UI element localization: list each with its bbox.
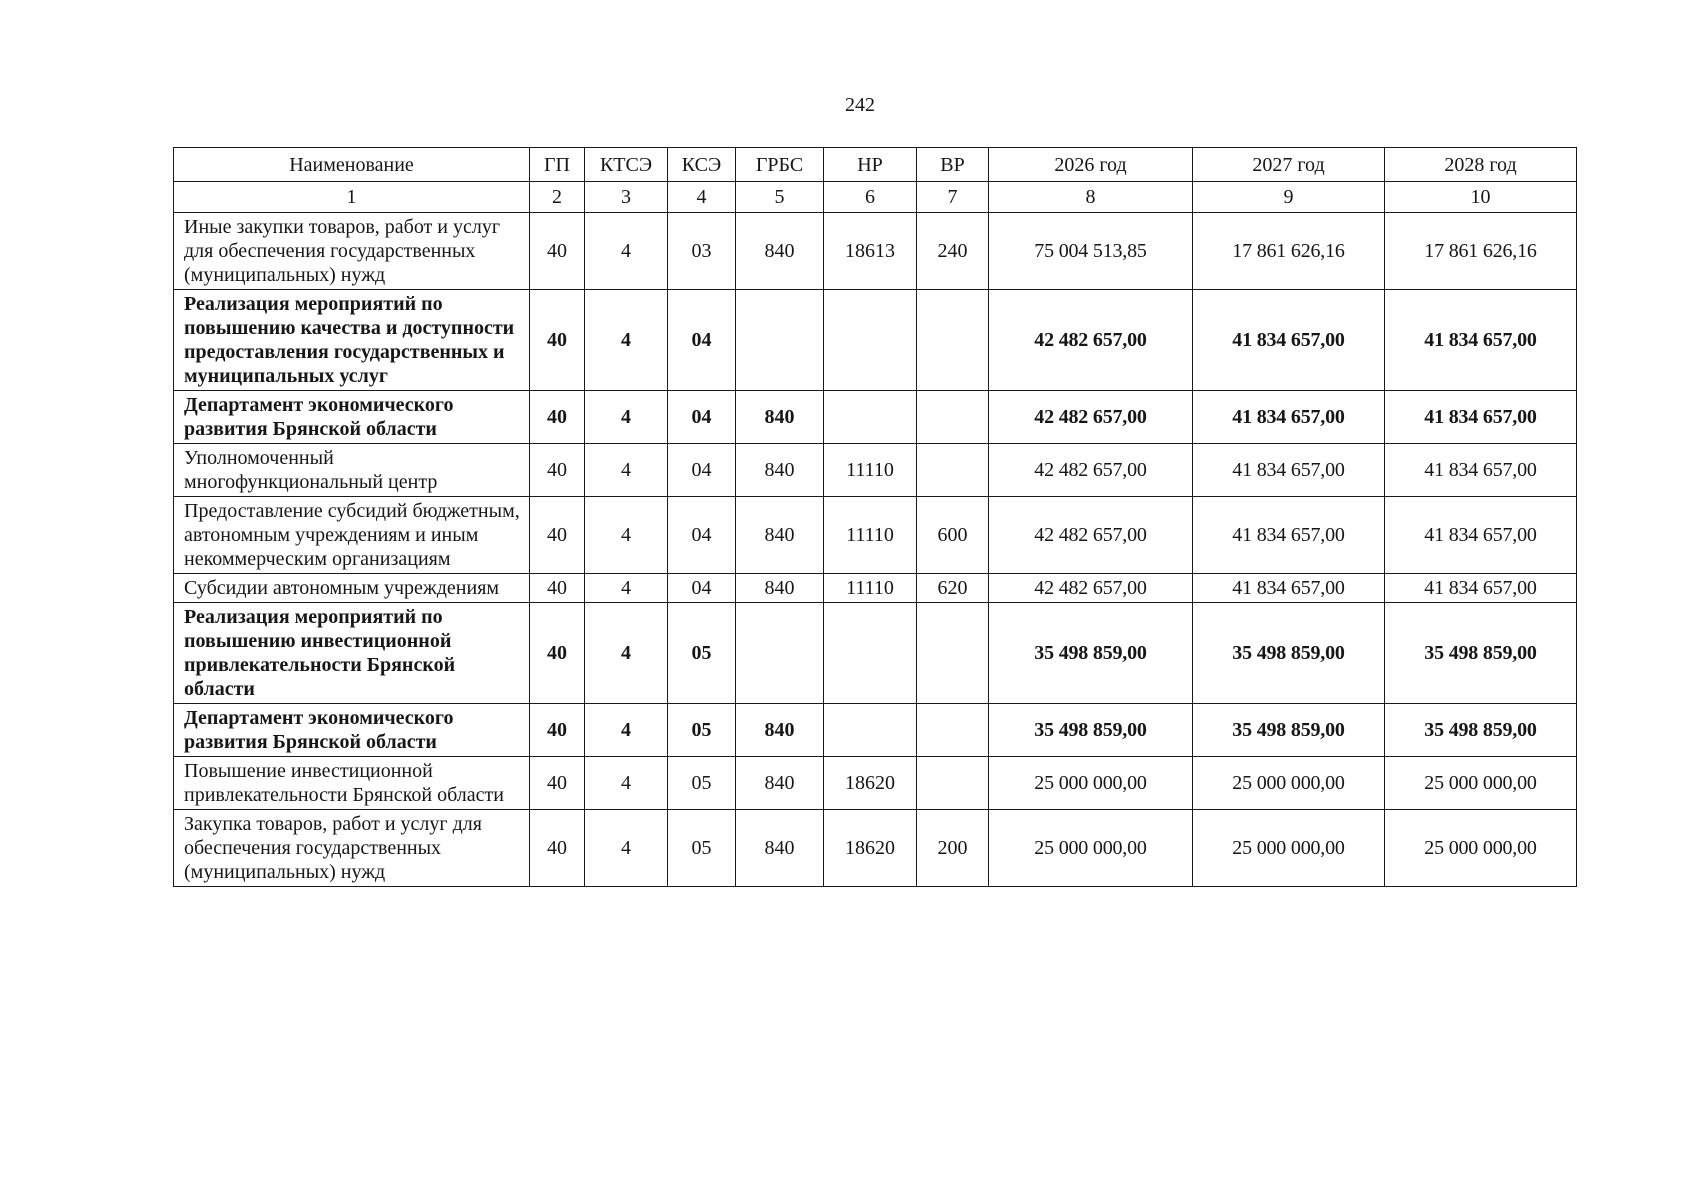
row-gp: 40 — [530, 391, 585, 444]
row-ktse: 4 — [585, 391, 668, 444]
row-ktse: 4 — [585, 757, 668, 810]
row-amount-2028: 17 861 626,16 — [1385, 213, 1577, 290]
row-name: Повышение инвестиционной привлекательности Брянской области — [174, 757, 530, 810]
row-amount-2027: 17 861 626,16 — [1193, 213, 1385, 290]
row-name: Иные закупки товаров, работ и услуг для обеспечения государственных (муниципальных) нужд — [174, 213, 530, 290]
table-row — [174, 704, 1577, 757]
row-ktse: 4 — [585, 290, 668, 391]
column-number: 3 — [585, 182, 668, 213]
header-kse: КСЭ — [668, 148, 736, 182]
row-ktse: 4 — [585, 497, 668, 574]
row-grbs — [736, 290, 824, 391]
row-gp: 40 — [530, 497, 585, 574]
header-2027: 2027 год — [1193, 148, 1385, 182]
row-vr — [917, 290, 989, 391]
row-nr — [824, 603, 917, 704]
row-ktse: 4 — [585, 810, 668, 887]
header-name: Наименование — [174, 148, 530, 182]
row-nr: 11110 — [824, 497, 917, 574]
row-amount-2027: 41 834 657,00 — [1193, 290, 1385, 391]
row-amount-2028: 41 834 657,00 — [1385, 574, 1577, 603]
table-row — [174, 757, 1577, 810]
row-amount-2028: 41 834 657,00 — [1385, 497, 1577, 574]
header-2028: 2028 год — [1385, 148, 1577, 182]
row-amount-2027: 41 834 657,00 — [1193, 574, 1385, 603]
row-name: Департамент экономического развития Брянской области — [174, 391, 530, 444]
row-grbs: 840 — [736, 497, 824, 574]
row-grbs: 840 — [736, 391, 824, 444]
row-vr: 200 — [917, 810, 989, 887]
row-kse: 04 — [668, 391, 736, 444]
header-nr: НР — [824, 148, 917, 182]
table-row — [174, 810, 1577, 887]
table-row — [174, 497, 1577, 574]
row-ktse: 4 — [585, 444, 668, 497]
row-amount-2027: 35 498 859,00 — [1193, 603, 1385, 704]
row-nr — [824, 704, 917, 757]
row-nr: 11110 — [824, 444, 917, 497]
column-number: 7 — [917, 182, 989, 213]
row-grbs: 840 — [736, 213, 824, 290]
row-amount-2026: 25 000 000,00 — [989, 757, 1193, 810]
page-number: 242 — [845, 94, 875, 116]
row-name: Реализация мероприятий по повышению инвестиционной привлекательности Брянской области — [174, 603, 530, 704]
row-nr: 11110 — [824, 574, 917, 603]
budget-table — [173, 147, 1577, 887]
row-amount-2027: 41 834 657,00 — [1193, 391, 1385, 444]
row-kse: 05 — [668, 704, 736, 757]
row-gp: 40 — [530, 213, 585, 290]
row-ktse: 4 — [585, 603, 668, 704]
row-grbs: 840 — [736, 704, 824, 757]
row-kse: 05 — [668, 603, 736, 704]
row-amount-2026: 42 482 657,00 — [989, 444, 1193, 497]
column-number: 10 — [1385, 182, 1577, 213]
row-amount-2026: 35 498 859,00 — [989, 704, 1193, 757]
row-gp: 40 — [530, 704, 585, 757]
row-kse: 04 — [668, 497, 736, 574]
row-amount-2026: 42 482 657,00 — [989, 574, 1193, 603]
row-vr — [917, 603, 989, 704]
column-number: 8 — [989, 182, 1193, 213]
row-kse: 05 — [668, 810, 736, 887]
table-row — [174, 574, 1577, 603]
row-gp: 40 — [530, 757, 585, 810]
row-grbs — [736, 603, 824, 704]
row-amount-2027: 41 834 657,00 — [1193, 497, 1385, 574]
row-name: Департамент экономического развития Брянской области — [174, 704, 530, 757]
column-number: 5 — [736, 182, 824, 213]
header-2026: 2026 год — [989, 148, 1193, 182]
row-amount-2026: 75 004 513,85 — [989, 213, 1193, 290]
table-row — [174, 213, 1577, 290]
row-grbs: 840 — [736, 574, 824, 603]
row-kse: 03 — [668, 213, 736, 290]
row-kse: 04 — [668, 444, 736, 497]
column-number: 2 — [530, 182, 585, 213]
column-number: 6 — [824, 182, 917, 213]
table-row — [174, 444, 1577, 497]
row-amount-2026: 42 482 657,00 — [989, 290, 1193, 391]
row-vr — [917, 757, 989, 810]
row-amount-2026: 42 482 657,00 — [989, 391, 1193, 444]
row-name: Закупка товаров, работ и услуг для обеспечения государственных (муниципальных) нужд — [174, 810, 530, 887]
column-number: 9 — [1193, 182, 1385, 213]
row-ktse: 4 — [585, 213, 668, 290]
row-grbs: 840 — [736, 757, 824, 810]
row-nr — [824, 391, 917, 444]
row-amount-2028: 41 834 657,00 — [1385, 444, 1577, 497]
row-name: Реализация мероприятий по повышению качества и доступности предоставления государственных и муниципальных услуг — [174, 290, 530, 391]
row-amount-2027: 41 834 657,00 — [1193, 444, 1385, 497]
row-ktse: 4 — [585, 574, 668, 603]
row-vr — [917, 391, 989, 444]
row-nr: 18620 — [824, 757, 917, 810]
row-nr: 18620 — [824, 810, 917, 887]
row-amount-2028: 41 834 657,00 — [1385, 290, 1577, 391]
table-row — [174, 603, 1577, 704]
row-amount-2028: 25 000 000,00 — [1385, 810, 1577, 887]
row-amount-2028: 25 000 000,00 — [1385, 757, 1577, 810]
row-kse: 05 — [668, 757, 736, 810]
row-nr: 18613 — [824, 213, 917, 290]
row-amount-2028: 35 498 859,00 — [1385, 704, 1577, 757]
row-gp: 40 — [530, 603, 585, 704]
header-vr: ВР — [917, 148, 989, 182]
header-ktse: КТСЭ — [585, 148, 668, 182]
row-amount-2028: 41 834 657,00 — [1385, 391, 1577, 444]
row-name: Субсидии автономным учреждениям — [174, 574, 530, 603]
row-grbs: 840 — [736, 810, 824, 887]
row-gp: 40 — [530, 574, 585, 603]
row-amount-2026: 25 000 000,00 — [989, 810, 1193, 887]
row-ktse: 4 — [585, 704, 668, 757]
row-kse: 04 — [668, 290, 736, 391]
row-amount-2027: 25 000 000,00 — [1193, 757, 1385, 810]
row-amount-2027: 35 498 859,00 — [1193, 704, 1385, 757]
row-amount-2026: 35 498 859,00 — [989, 603, 1193, 704]
table-row — [174, 391, 1577, 444]
column-number-row — [174, 182, 1577, 213]
header-gp: ГП — [530, 148, 585, 182]
row-amount-2027: 25 000 000,00 — [1193, 810, 1385, 887]
column-number: 4 — [668, 182, 736, 213]
row-vr: 620 — [917, 574, 989, 603]
row-name: Уполномоченный многофункциональный центр — [174, 444, 530, 497]
header-grbs: ГРБС — [736, 148, 824, 182]
row-grbs: 840 — [736, 444, 824, 497]
row-vr — [917, 704, 989, 757]
row-vr: 240 — [917, 213, 989, 290]
row-gp: 40 — [530, 444, 585, 497]
row-vr: 600 — [917, 497, 989, 574]
column-number: 1 — [174, 182, 530, 213]
row-nr — [824, 290, 917, 391]
row-name: Предоставление субсидий бюджетным, автономным учреждениям и иным некоммерческим организациям — [174, 497, 530, 574]
header-row — [174, 148, 1577, 182]
row-gp: 40 — [530, 290, 585, 391]
row-amount-2028: 35 498 859,00 — [1385, 603, 1577, 704]
row-amount-2026: 42 482 657,00 — [989, 497, 1193, 574]
row-kse: 04 — [668, 574, 736, 603]
table-row — [174, 290, 1577, 391]
row-gp: 40 — [530, 810, 585, 887]
row-vr — [917, 444, 989, 497]
